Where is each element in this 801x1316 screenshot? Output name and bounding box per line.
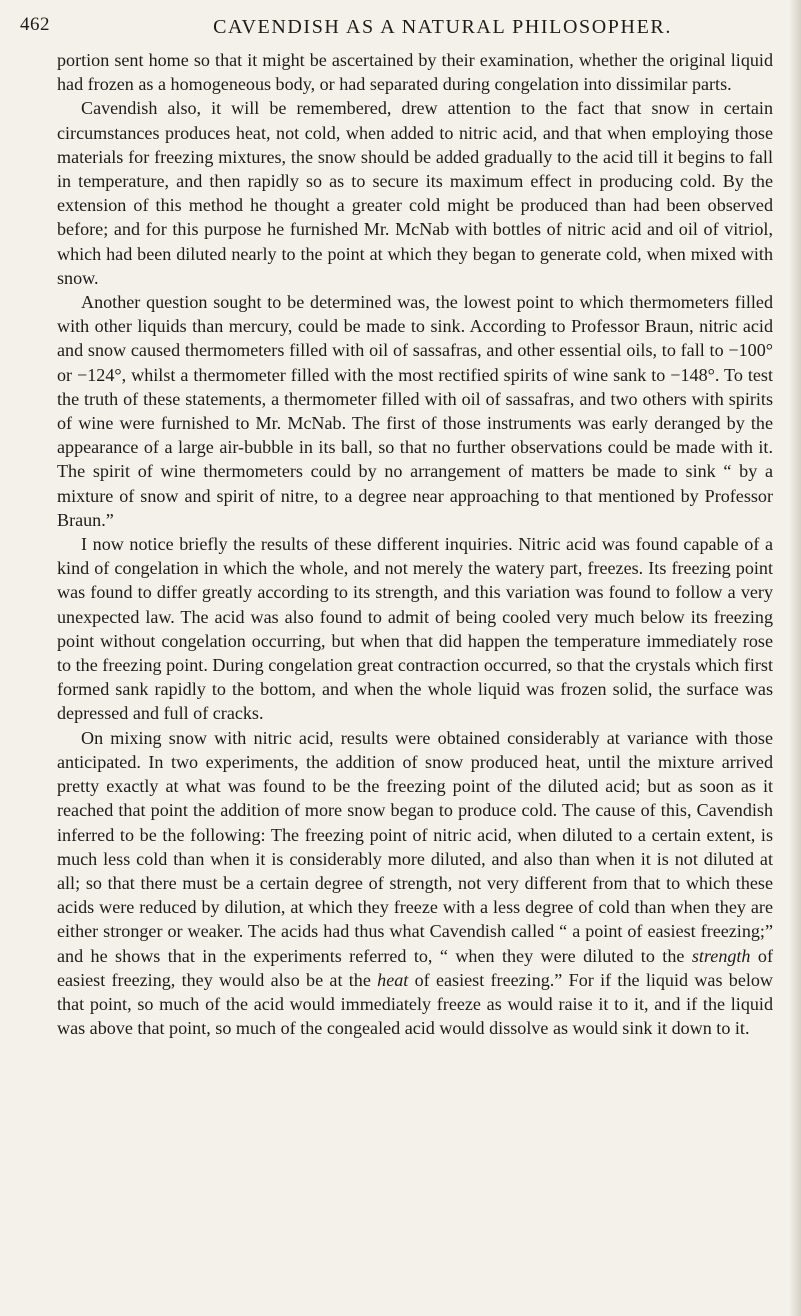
page-header	[20, 6, 775, 42]
paragraph-2: Cavendish also, it will be remembered, drew attention to the fact that snow in certain circumstances produces heat, not cold, when added to nitric acid, and that when employing those materials for freezing mixtures, the snow should be added gradually to the acid till it begins to fall in temperature, and then rapidly so as to secure its maximum effect in producing cold. By the extension of this method he thought a greater cold might be produced than had been observed before; and for this purpose he furnished Mr. McNab with bottles of nitric acid and oil of vitriol, which had been diluted nearly to the point at which they began to generate cold, when mixed with snow.	[57, 98, 773, 288]
paragraph-3: Another question sought to be determined was, the lowest point to which thermometers filled with other liquids than mercury, could be made to sink. According to Professor Braun, nitric acid and snow caused thermometers filled with oil of sassafras, and other essential oils, to fall to −100° or −124°, whilst a thermometer filled with the most rectified spirits of wine sank to −148°. To test the truth of these statements, a thermometer filled with oil of sassafras, and two others with spirits of wine were furnished to Mr. McNab. The first of those instruments was early deranged by the appearance of a large air-bubble in its ball, so that no further observations could be made with it. The spirit of wine thermometers could by no arrangement of matters be made to sink “ by a mixture of snow and spirit of nitre, to a degree near approaching to that mentioned by Professor Braun.”	[57, 292, 773, 530]
paragraph-5-text-a: On mixing snow with nitric acid, results were obtained considerably at variance with those anticipated. In two experiments, the addition of snow produced heat, until the mixture arrived pretty exactly at what was found to be the freezing point of the diluted acid; but as soon as it reached that point the addition of more snow began to produce cold. The cause of this, Cavendish inferred to be the following: The freezing point of nitric acid, when diluted to a certain extent, is much less cold than when it is considerably more diluted, and also than when it is not diluted at all; so that there must be a certain degree of strength, not very different from that to which these acids were reduced by dilution, at which they freeze with a less degree of cold than when they are either stronger or weaker. The acids had thus what Cavendish called “ a point of easiest freezing;” and he shows that in the experiments referred to, “ when they were diluted to the	[57, 727, 773, 966]
paragraph-1: portion sent home so that it might be ascertained by their examination, whether the original liquid had frozen as a homogeneous body, or had separated during congelation into dissimilar parts.	[57, 50, 773, 95]
page-number: 462	[20, 14, 50, 35]
italic-strength: strength	[691, 945, 751, 966]
italic-heat: heat	[377, 969, 409, 990]
paragraph-5-text-c: of easiest freezing.” For if the liquid was below that point, so much of the acid would immediately freeze as would raise it to it, and if the liquid was above that point, so much of the congealed acid would dissolve as would sink it down to it.	[57, 969, 773, 1039]
paragraph-4: I now notice briefly the results of these different inquiries. Nitric acid was found capable of a kind of congelation in which the whole, and not merely the watery part, freezes. Its freezing point was found to differ greatly according to its strength, and this variation was found to follow a very unexpected law. The acid was also found to admit of being cooled very much below its freezing point without congelation occurring, but when that did happen the temperature immediately rose to the freezing point. During congelation great contraction occurred, so that the crystals which first formed sank rapidly to the bottom, and when the whole liquid was frozen solid, the surface was depressed and full of cracks.	[57, 534, 773, 724]
paragraph-5-text-b: of easiest freezing, they would also be at the	[57, 945, 773, 990]
paragraph-5	[57, 726, 773, 1041]
page-edge-shadow	[789, 0, 801, 1316]
body-text	[57, 48, 773, 1040]
running-head: CAVENDISH AS A NATURAL PHILOSOPHER.	[213, 16, 672, 38]
